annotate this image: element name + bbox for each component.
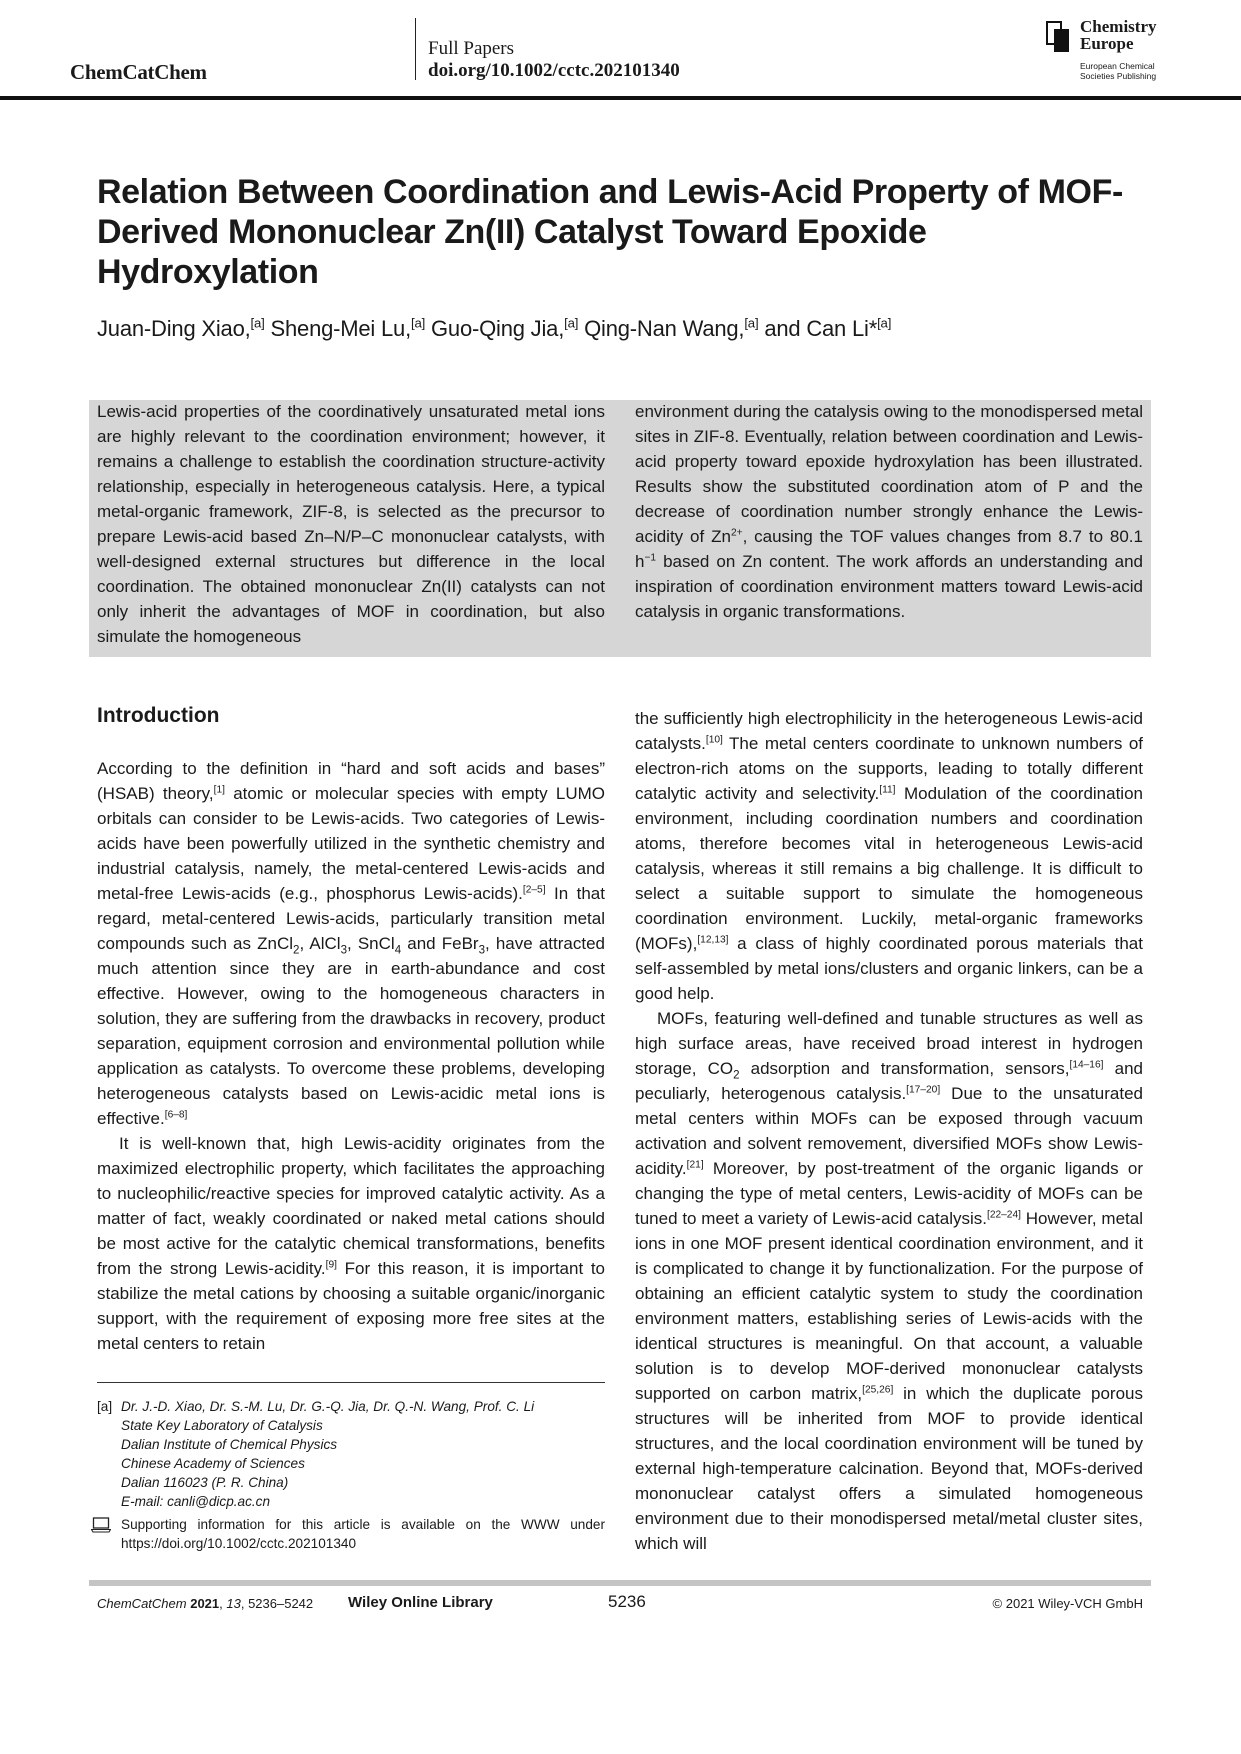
supporting-info-text[interactable]: Supporting information for this article is available on the WWW under https://doi.org/10.1002/cctc.202101340 — [121, 1517, 605, 1551]
citation-info: ChemCatChem 2021, 13, 5236–5242 — [97, 1596, 314, 1611]
superscript-citation[interactable]: [17–20] — [906, 1084, 941, 1096]
superscript-citation[interactable]: [1] — [213, 784, 225, 796]
superscript-citation[interactable]: [2–5] — [522, 884, 546, 896]
affiliation-line: Dalian 116023 (P. R. China) — [121, 1475, 289, 1490]
author-affiliation-mark: [a] — [250, 315, 265, 331]
text-run: the sufficiently high electrophilicity in the heterogeneous Lewis-acid catalysts. — [635, 709, 1143, 753]
subscript: 3 — [478, 944, 485, 957]
text-run: However, metal ions in one MOF present identical coordination environment, and it is complicated to change it by functionalization. For the purpose of obtaining an efficient catalytic system to study the coordination environment matters, establishing series of Lewis-acids with the identical structures is meaningful. On that account, a valuable solution is to develop MOF-derived mononuclear catalysts supported on carbon matrix, — [635, 1209, 1144, 1403]
author-name: and Can Li* — [758, 316, 878, 341]
superscript-citation[interactable]: [25,26] — [862, 1384, 894, 1396]
paragraph — [97, 756, 605, 1131]
footnote-label: [a] — [97, 1399, 113, 1414]
affiliation-line: E-mail: canli@dicp.ac.cn — [121, 1494, 271, 1509]
text-run: It is well-known that, high Lewis-acidity originates from the maximized electrophilic property, which facilitates the approaching to nucleophilic/reactive species for improved catalytic activity. As a matter of fact, weakly coordinated or naked metal cations should be most active for the catalytic chemical transformations, benefits from the strong Lewis-acidity. — [97, 1134, 605, 1278]
superscript-citation[interactable]: [10] — [705, 734, 723, 746]
author-affiliation-mark: [a] — [411, 315, 426, 331]
footer-bar — [89, 1580, 1151, 1586]
superscript-citation[interactable]: [11] — [879, 784, 896, 796]
text-run: adsorption and transformation, sensors, — [739, 1059, 1070, 1078]
footnote-rule — [97, 1382, 605, 1383]
footer-journal: ChemCatChem — [97, 1596, 187, 1611]
computer-icon — [91, 1517, 111, 1533]
text-run: and FeBr — [401, 934, 479, 953]
copyright: © 2021 Wiley-VCH GmbH — [992, 1596, 1143, 1611]
author-list — [97, 316, 891, 342]
text-run: Lewis-acid properties of the coordinatively unsaturated metal ions are highly relevant to the coordination environment; however, it remains a challenge to establish the coordination structure-activity relationship, especially in heterogeneous catalysis. Here, a typical metal-organic framework, ZIF-8, is selected as the precursor to prepare Lewis-acid based Zn–N/P–C mononuclear catalysts, with well-designed external structures but difference in the local coordination. The obtained mononuclear Zn(II) catalysts can not only inherit the advantages of MOF in coordination, but also simulate the homogeneous — [97, 402, 605, 646]
wiley-online-library-link[interactable]: Wiley Online Library — [348, 1594, 493, 1611]
superscript-citation[interactable]: [14–16] — [1069, 1059, 1104, 1071]
affiliation-line: Chinese Academy of Sciences — [121, 1456, 305, 1471]
logo-sub-2: Societies Publishing — [1080, 71, 1157, 81]
logo-text-1: Chemistry — [1080, 17, 1157, 36]
text-run: a class of highly coordinated porous materials that self-assembled by metal ions/clusters and organic linkers, can be a good help. — [635, 934, 1143, 1003]
article-title: Relation Between Coordination and Lewis-Acid Property of MOF-Derived Mononuclear Zn(II) Catalyst Toward Epoxide Hydroxylation — [97, 173, 1123, 291]
abstract-right-column — [635, 399, 1143, 624]
author-name: Juan-Ding Xiao, — [97, 316, 251, 341]
text-run: Due to the unsaturated metal centers within MOFs can be exposed through vacuum activation and solvent removement, diversified MOFs show Lewis-acidity. — [635, 1084, 1143, 1178]
section-heading-introduction: Introduction — [97, 704, 220, 727]
doi-link[interactable]: doi.org/10.1002/cctc.202101340 — [428, 60, 680, 81]
superscript-citation[interactable]: [22–24] — [986, 1209, 1021, 1221]
logo-mark-icon — [1046, 21, 1070, 53]
superscript-citation[interactable]: −1 — [644, 552, 657, 564]
author-affiliation-mark: [a] — [877, 315, 892, 331]
text-run: , causing the TOF values changes from 8.7 to 80.1 h — [635, 527, 1143, 571]
author-affiliation-mark: [a] — [744, 315, 759, 331]
subscript: 3 — [340, 944, 347, 957]
author-affiliation-mark: [a] — [564, 315, 579, 331]
superscript-citation[interactable]: [12,13] — [697, 934, 729, 946]
text-run: The metal centers coordinate to unknown numbers of electron-rich atoms on the supports, leading to totally different catalytic activity and selectivity. — [635, 734, 1143, 803]
superscript-citation[interactable]: [21] — [686, 1159, 704, 1171]
author-name: Sheng-Mei Lu, — [264, 316, 412, 341]
text-run: MOFs, featuring well-defined and tunable structures as well as high surface areas, have received broad interest in hydrogen storage, CO — [635, 1009, 1143, 1078]
logo-sub-1: European Chemical — [1080, 61, 1155, 71]
affiliation-line: Dalian Institute of Chemical Physics — [121, 1437, 338, 1452]
affiliation-line: Dr. J.-D. Xiao, Dr. S.-M. Lu, Dr. G.-Q. Jia, Dr. Q.-N. Wang, Prof. C. Li — [121, 1399, 535, 1414]
subscript: 4 — [394, 944, 402, 957]
abstract-left-column — [97, 399, 605, 649]
header-rule — [0, 96, 1241, 100]
logo-text-2: Europe — [1080, 34, 1134, 53]
text-run: based on Zn content. The work affords an understanding and inspiration of coordination environment matters toward Lewis-acid catalysis in organic transformations. — [635, 552, 1143, 621]
paragraph — [635, 706, 1143, 1006]
text-run: For this reason, it is important to stabilize the metal cations by choosing a suitable organic/inorganic support, with the requirement of exposing more free sites at the metal centers to retain — [97, 1259, 605, 1353]
paragraph — [635, 1006, 1143, 1556]
header-divider — [415, 18, 416, 80]
affiliation-lines — [121, 1397, 534, 1511]
text-run: environment during the catalysis owing to the monodispersed metal sites in ZIF-8. Eventually, relation between coordination and Lewis-acid property toward epoxide hydroxylation has been illustrated. Results show the substituted coordination atom of P and the decrease of coordination number strongly enhance the Lewis-acidity of Zn — [635, 402, 1143, 546]
text-run: In that regard, metal-centered Lewis-acids, particularly transition metal compounds such as ZnCl — [97, 884, 605, 953]
paragraph — [635, 399, 1143, 624]
footer-pages: , 5236–5242 — [240, 1596, 314, 1611]
author-name: Qing-Nan Wang, — [578, 316, 745, 341]
text-run: in which the duplicate porous structures will be inherited from MOF to provide identical structures, and the local coordination environment will be tuned by external high-temperature calcination. Beyond that, MOFs-derived mononuclear catalyst offers a simulated homogeneous environment due to their monodispersed metal/metal cluster sites, which will — [635, 1384, 1143, 1553]
author-name: Guo-Qing Jia, — [425, 316, 565, 341]
section-type: Full Papers — [428, 38, 515, 59]
text-run: , AlCl — [299, 934, 341, 953]
subscript: 2 — [733, 1069, 740, 1082]
text-run: Moreover, by post-treatment of the organic ligands or changing the type of metal centers, Lewis-acidity of MOFs can be tuned to meet a variety of Lewis-acid catalysis. — [635, 1159, 1143, 1228]
superscript-citation[interactable]: 2+ — [730, 527, 743, 539]
text-run: , have attracted much attention since they are in earth-abundance and cost effective. However, owing to the homogeneous characters in solution, they are suffering from the drawbacks in recovery, product separation, equipment corrosion and environmental pollution while application as catalysts. To overcome these problems, developing heterogeneous catalysts based on Lewis-acidic metal ions is effective. — [97, 934, 605, 1128]
journal-name: ChemCatChem — [70, 60, 207, 84]
superscript-citation[interactable]: [9] — [325, 1259, 337, 1271]
affiliation-line: State Key Laboratory of Catalysis — [121, 1418, 323, 1433]
abstract — [89, 400, 1151, 657]
page-number: 5236 — [608, 1592, 646, 1611]
footer-year: 2021 — [190, 1596, 220, 1611]
intro-right-column — [635, 706, 1143, 1556]
text-run: According to the definition in “hard and soft acids and bases” (HSAB) theory, — [97, 759, 605, 803]
paragraph — [97, 399, 605, 649]
paragraph — [97, 1131, 605, 1356]
chemistry-europe-logo — [1046, 18, 1176, 82]
text-run: Modulation of the coordination environment, including coordination numbers and coordination atoms, therefore becomes vital in heterogeneous Lewis-acid catalysis, whereas it still remains a big challenge. It is difficult to select a suitable support to simulate the homogeneous coordination environment. Luckily, metal-organic frameworks (MOFs), — [635, 784, 1143, 953]
footer-volume: 13 — [226, 1596, 241, 1611]
subscript: 2 — [293, 944, 300, 957]
text-run: atomic or molecular species with empty LUMO orbitals can consider to be Lewis-acids. Two categories of Lewis-acids have been powerfully utilized in the synthetic chemistry and industrial catalysis, namely, the metal-centered Lewis-acids and metal-free Lewis-acids (e.g., phosphorus Lewis-acids). — [97, 784, 605, 903]
superscript-citation[interactable]: [6–8] — [164, 1109, 188, 1121]
text-run: , SnCl — [346, 934, 395, 953]
text-run: and peculiarly, heterogenous catalysis. — [635, 1059, 1143, 1103]
intro-left-column — [97, 756, 605, 1356]
